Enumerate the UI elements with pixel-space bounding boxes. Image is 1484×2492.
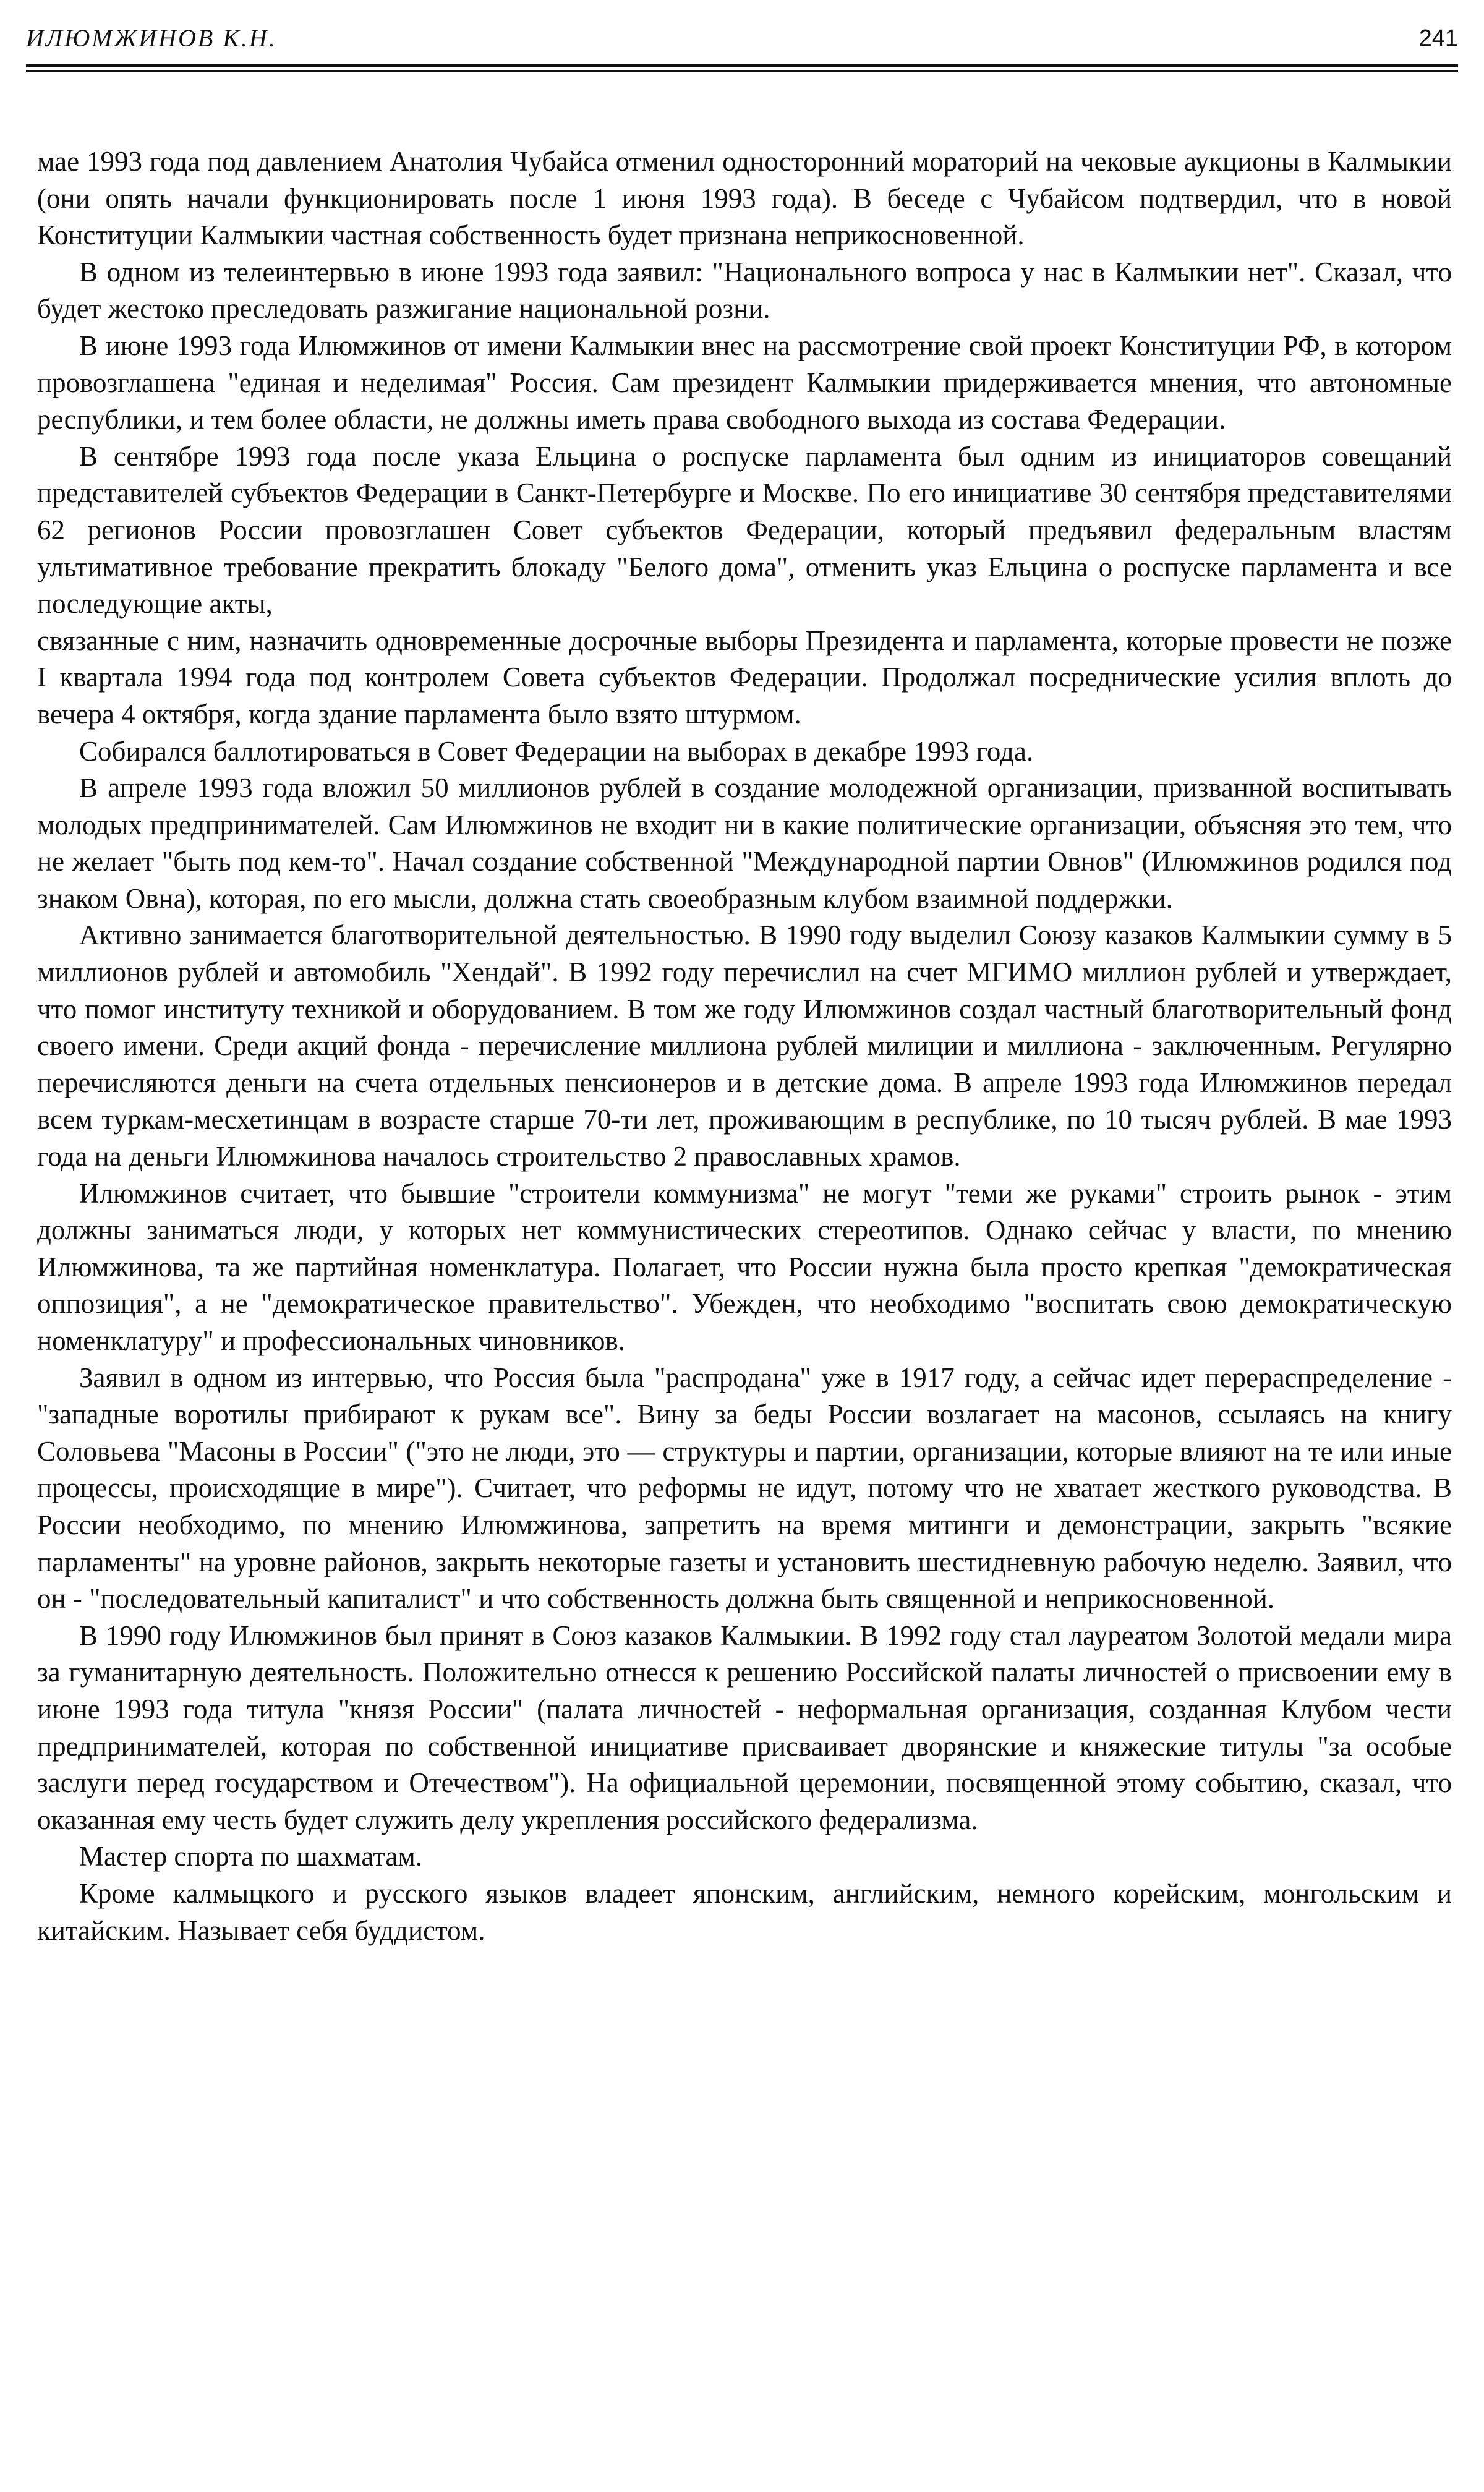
paragraph: Активно занимается благотворительной деятельностью. В 1990 году выделил Союзу казаков Калмыкии сумму в 5 миллионов рублей и автомобиль "Хендай". В 1992 году перечислил на счет МГИМО миллион рублей и утверждает, что помог институту техникой и оборудованием. В том же году Илюмжинов создал частный благотворительный фонд своего имени. Среди акций фонда - перечисление миллиона рублей милиции и миллиона - заключенным. Регулярно перечисляются деньги на счета отдельных пенсионеров и в детские дома. В апреле 1993 года Илюмжинов передал всем туркам-месхетинцам в возрасте старше 70-ти лет, проживающим в республике, по 10 тысяч рублей. В мае 1993 года на деньги Илюмжинова началось строительство 2 православных храмов. <box>37 920 1452 1172</box>
paragraph: Заявил в одном из интервью, что Россия была "распродана" уже в 1917 году, а сейчас идет перераспределение - "западные воротилы прибирают к рукам все". Вину за беды России возлагает на масонов, ссылаясь на книгу Соловьева "Масоны в России" ("это не люди, это — структуры и партии, организации, которые влияют на те или иные процессы, происходящие в мире"). Считает, что реформы не идут, потому что не хватает жесткого руководства. В России необходимо, по мнению Илюмжинова, запретить на время митинги и демонстрации, закрыть "всякие парламенты" на уровне районов, закрыть некоторые газеты и установить шестидневную рабочую неделю. Заявил, что он - "последовательный капиталист" и что собственность должна быть священной и неприкосновенной. <box>37 1362 1452 1615</box>
paragraph: В апреле 1993 года вложил 50 миллионов рублей в создание молодежной организации, призванной воспитывать молодых предпринимателей. Сам Илюмжинов не входит ни в какие политические организации, объясняя это тем, что не желает "быть под кем-то". Начал создание собственной "Международной партии Овнов" (Илюмжинов родился под знаком Овна), которая, по его мысли, должна стать своеобразным клубом взаимной поддержки. <box>37 772 1452 914</box>
page-number: 241 <box>1418 25 1458 51</box>
paragraph: В одном из телеинтервью в июне 1993 года заявил: "Национального вопроса у нас в Калмыкии нет". Сказал, что будет жестоко преследовать разжигание национальной розни. <box>37 256 1452 325</box>
paragraph: В июне 1993 года Илюмжинов от имени Калмыкии внес на рассмотрение свой проект Конституции РФ, в котором провозглашена "единая и неделимая" Россия. Сам президент Калмыкии придерживается мнения, что автономные республики, и тем более области, не должны иметь права свободного выхода из состава Федерации. <box>37 330 1452 435</box>
article-body <box>37 143 1452 1949</box>
paragraph: Илюмжинов считает, что бывшие "строители коммунизма" не могут "теми же руками" строить рынок - этим должны заниматься люди, у которых нет коммунистических стереотипов. Однако сейчас у власти, по мнению Илюмжинова, та же партийная номенклатура. Полагает, что России нужна была просто крепкая "демократическая оппозиция", а не "демократическое правительство". Убежден, что необходимо "воспитать свою демократическую номенклатуру" и профессиональных чиновников. <box>37 1177 1452 1356</box>
paragraph: В сентябре 1993 года после указа Ельцина о роспуске парламента был одним из инициаторов совещаний представителей субъектов Федерации в Санкт-Петербурге и Москве. По его инициативе 30 сентября представителями 62 регионов России провозглашен Совет субъектов Федерации, который предъявил федеральным властям ультимативное требование прекратить блокаду "Белого дома", отменить указ Ельцина о роспуске парламента и все последующие акты, <box>37 440 1452 620</box>
running-head: ИЛЮМЖИНОВ К.Н. <box>26 24 277 52</box>
paragraph: связанные с ним, назначить одновременные досрочные выборы Президента и парламента, которые провести не позже I квартала 1994 года под контролем Совета субъектов Федерации. Продолжал посреднические усилия вплоть до вечера 4 октября, когда здание парламента было взято штурмом. <box>37 625 1452 730</box>
paragraph: В 1990 году Илюмжинов был принят в Союз казаков Калмыкии. В 1992 году стал лауреатом Золотой медали мира за гуманитарную деятельность. Положительно отнесся к решению Российской палаты личностей о присвоении ему в июне 1993 года титула "князя России" (палата личностей - неформальная организация, созданная Клубом чести предпринимателей, которая по собственной инициативе присваивает дворянские и княжеские титулы "за особые заслуги перед государством и Отечеством"). На официальной церемонии, посвященной этому событию, сказал, что оказанная ему честь будет служить делу укрепления российского федерализма. <box>37 1619 1452 1835</box>
paragraph: Мастер спорта по шахматам. <box>79 1841 423 1872</box>
paragraph: Кроме калмыцкого и русского языков владеет японским, английским, немного корейским, монгольским и китайским. Называет себя буддистом. <box>37 1877 1452 1946</box>
paragraph: Собирался баллотироваться в Совет Федерации на выборах в декабре 1993 года. <box>79 735 1034 767</box>
paragraph: мае 1993 года под давлением Анатолия Чубайса отменил односторонний мораторий на чековые аукционы в Калмыкии (они опять начали функционировать после 1 июня 1993 года). В беседе с Чубайсом подтвердил, что в новой Конституции Калмыкии частная собственность будет признана неприкосновенной. <box>37 146 1452 251</box>
header-rule-thin <box>26 70 1458 72</box>
header-rule-thick <box>26 64 1458 67</box>
page-header <box>26 23 1458 53</box>
